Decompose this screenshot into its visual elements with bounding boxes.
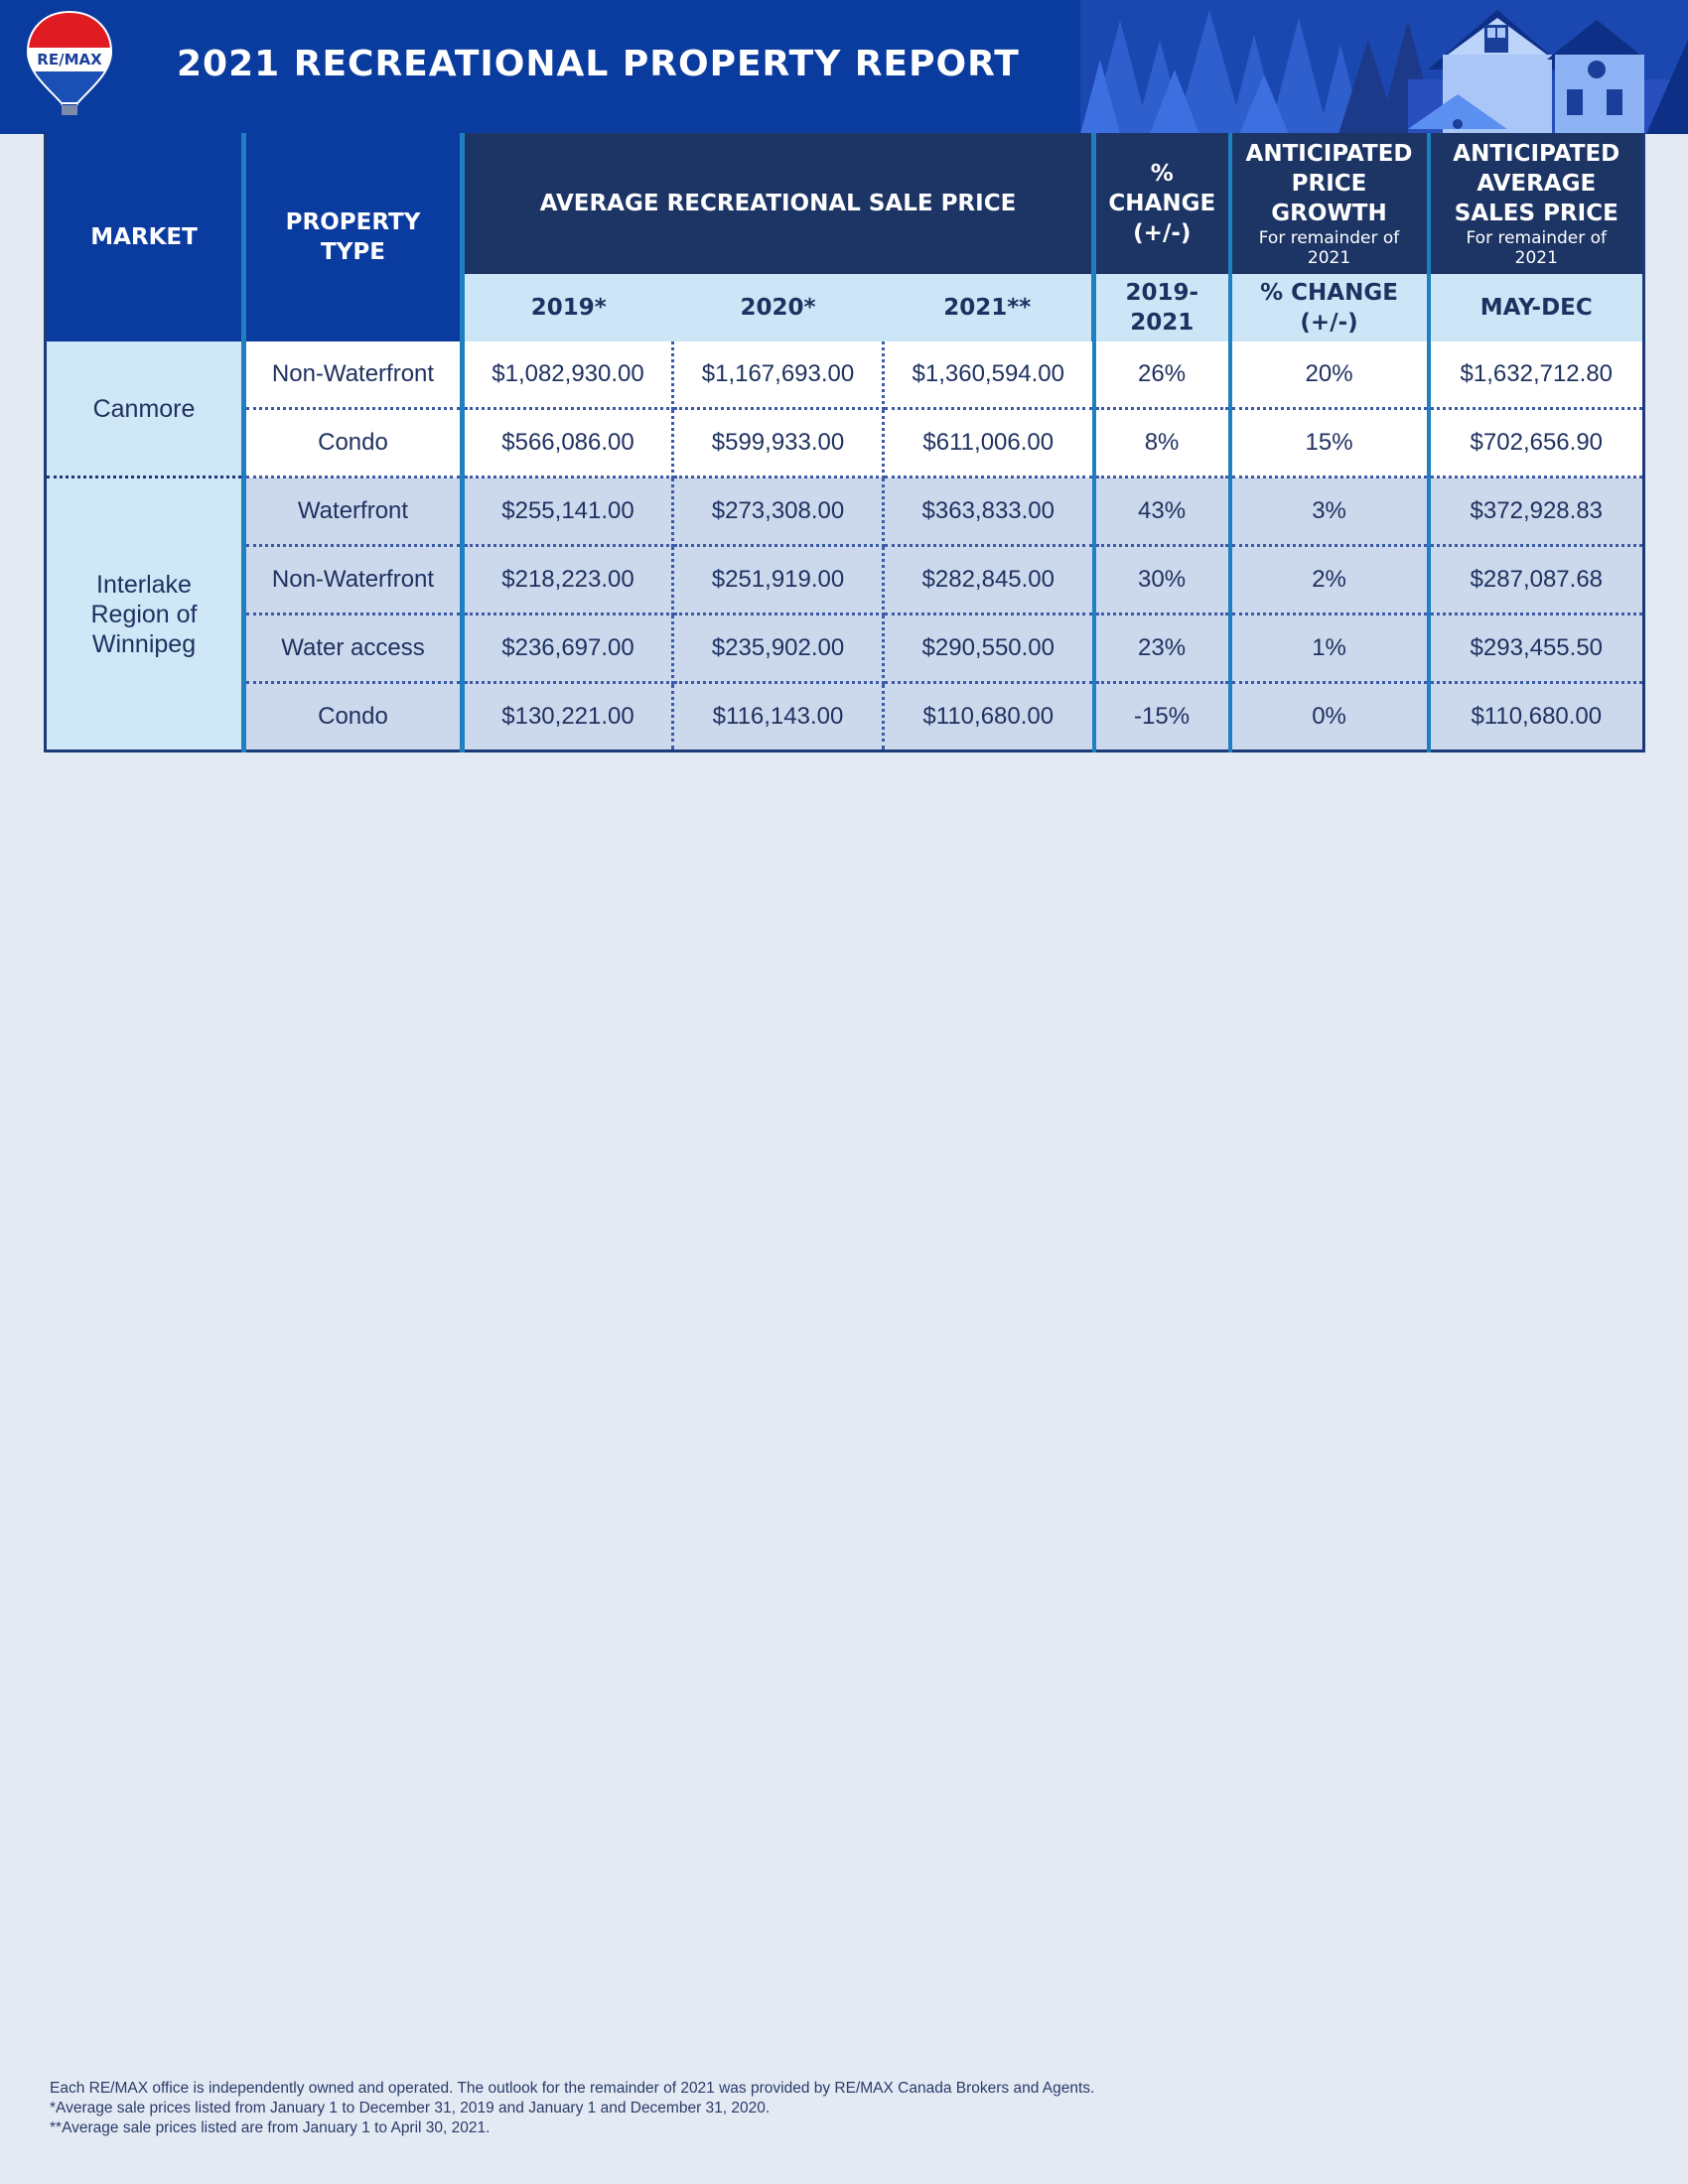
page-title: 2021 RECREATIONAL PROPERTY REPORT [177,44,1020,84]
anticipated-price-cell: $702,656.90 [1429,409,1644,478]
column-header-market: MARKET [46,133,244,341]
property-type-cell: Condo [244,683,463,751]
table-row [46,478,1644,546]
price-2021-cell: $363,833.00 [884,478,1094,546]
subheader-2019: 2019* [463,274,673,341]
subheader-2021: 2021** [884,274,1094,341]
anticipated-growth-cell: 2% [1230,546,1429,614]
footnotes [50,2079,1539,2138]
anticipated-price-cell: $293,455.50 [1429,614,1644,683]
percent-change-cell: 30% [1094,546,1230,614]
anticipated-growth-cell: 20% [1230,341,1429,409]
table-row [46,546,1644,614]
footnote-double-asterisk: **Average sale prices listed are from January 1 to April 30, 2021. [50,2119,491,2136]
price-2020-cell: $235,902.00 [673,614,884,683]
price-2021-cell: $290,550.00 [884,614,1094,683]
remax-balloon-logo [22,8,117,127]
price-2019-cell: $566,086.00 [463,409,673,478]
disclaimer-text: Each RE/MAX office is independently owned and operated. The outlook for the remainder of 2021 was provided by RE/MAX Canada Brokers and Agents. [50,2080,1095,2097]
property-type-cell: Non-Waterfront [244,546,463,614]
footnote-single-asterisk: *Average sale prices listed from January 1 to December 31, 2019 and January 1 and December 31, 2020. [50,2100,771,2116]
price-2021-cell: $110,680.00 [884,683,1094,751]
price-2021-cell: $1,360,594.00 [884,341,1094,409]
percent-change-cell: 8% [1094,409,1230,478]
svg-text:RE/MAX: RE/MAX [37,51,102,68]
price-2019-cell: $218,223.00 [463,546,673,614]
price-2020-cell: $599,933.00 [673,409,884,478]
price-2020-cell: $273,308.00 [673,478,884,546]
column-header-average-sale-price: AVERAGE RECREATIONAL SALE PRICE [463,133,1094,274]
anticipated-price-cell: $372,928.83 [1429,478,1644,546]
percent-change-cell: 43% [1094,478,1230,546]
column-header-anticipated-average: ANTICIPATED AVERAGE SALES PRICE For remainder of 2021 [1429,133,1644,274]
table-row [46,683,1644,751]
anticipated-price-cell: $287,087.68 [1429,546,1644,614]
subheader-range: 2019-2021 [1094,274,1230,341]
anticipated-price-cell: $1,632,712.80 [1429,341,1644,409]
property-type-cell: Condo [244,409,463,478]
property-type-cell: Non-Waterfront [244,341,463,409]
anticipated-growth-cell: 1% [1230,614,1429,683]
subheader-period: MAY-DEC [1429,274,1644,341]
price-2020-cell: $1,167,693.00 [673,341,884,409]
recreational-price-table [44,133,1645,752]
property-type-cell: Water access [244,614,463,683]
property-type-cell: Waterfront [244,478,463,546]
price-2019-cell: $236,697.00 [463,614,673,683]
percent-change-cell: 23% [1094,614,1230,683]
percent-change-cell: -15% [1094,683,1230,751]
anticipated-growth-cell: 15% [1230,409,1429,478]
subheader-percent-change: % CHANGE (+/-) [1230,274,1429,341]
anticipated-average-note: For remainder of 2021 [1466,228,1608,268]
anticipated-growth-cell: 3% [1230,478,1429,546]
column-header-percent-change: % CHANGE (+/-) [1094,133,1230,274]
price-2021-cell: $282,845.00 [884,546,1094,614]
market-canmore: Canmore [46,341,244,478]
anticipated-growth-note: For remainder of 2021 [1258,228,1400,268]
column-header-property-type: PROPERTY TYPE [244,133,463,341]
column-header-anticipated-growth: ANTICIPATED PRICE GROWTH For remainder of 2021 [1230,133,1429,274]
price-2020-cell: $116,143.00 [673,683,884,751]
table-row [46,409,1644,478]
price-2019-cell: $255,141.00 [463,478,673,546]
table-row [46,341,1644,409]
anticipated-growth-cell: 0% [1230,683,1429,751]
price-2021-cell: $611,006.00 [884,409,1094,478]
price-2019-cell: $1,082,930.00 [463,341,673,409]
price-2020-cell: $251,919.00 [673,546,884,614]
market-interlake: Interlake Region of Winnipeg [46,478,244,751]
percent-change-cell: 26% [1094,341,1230,409]
anticipated-price-cell: $110,680.00 [1429,683,1644,751]
table-row [46,614,1644,683]
subheader-2020: 2020* [673,274,884,341]
cabin-forest-illustration [1080,0,1688,134]
report-header [0,0,1688,134]
price-2019-cell: $130,221.00 [463,683,673,751]
